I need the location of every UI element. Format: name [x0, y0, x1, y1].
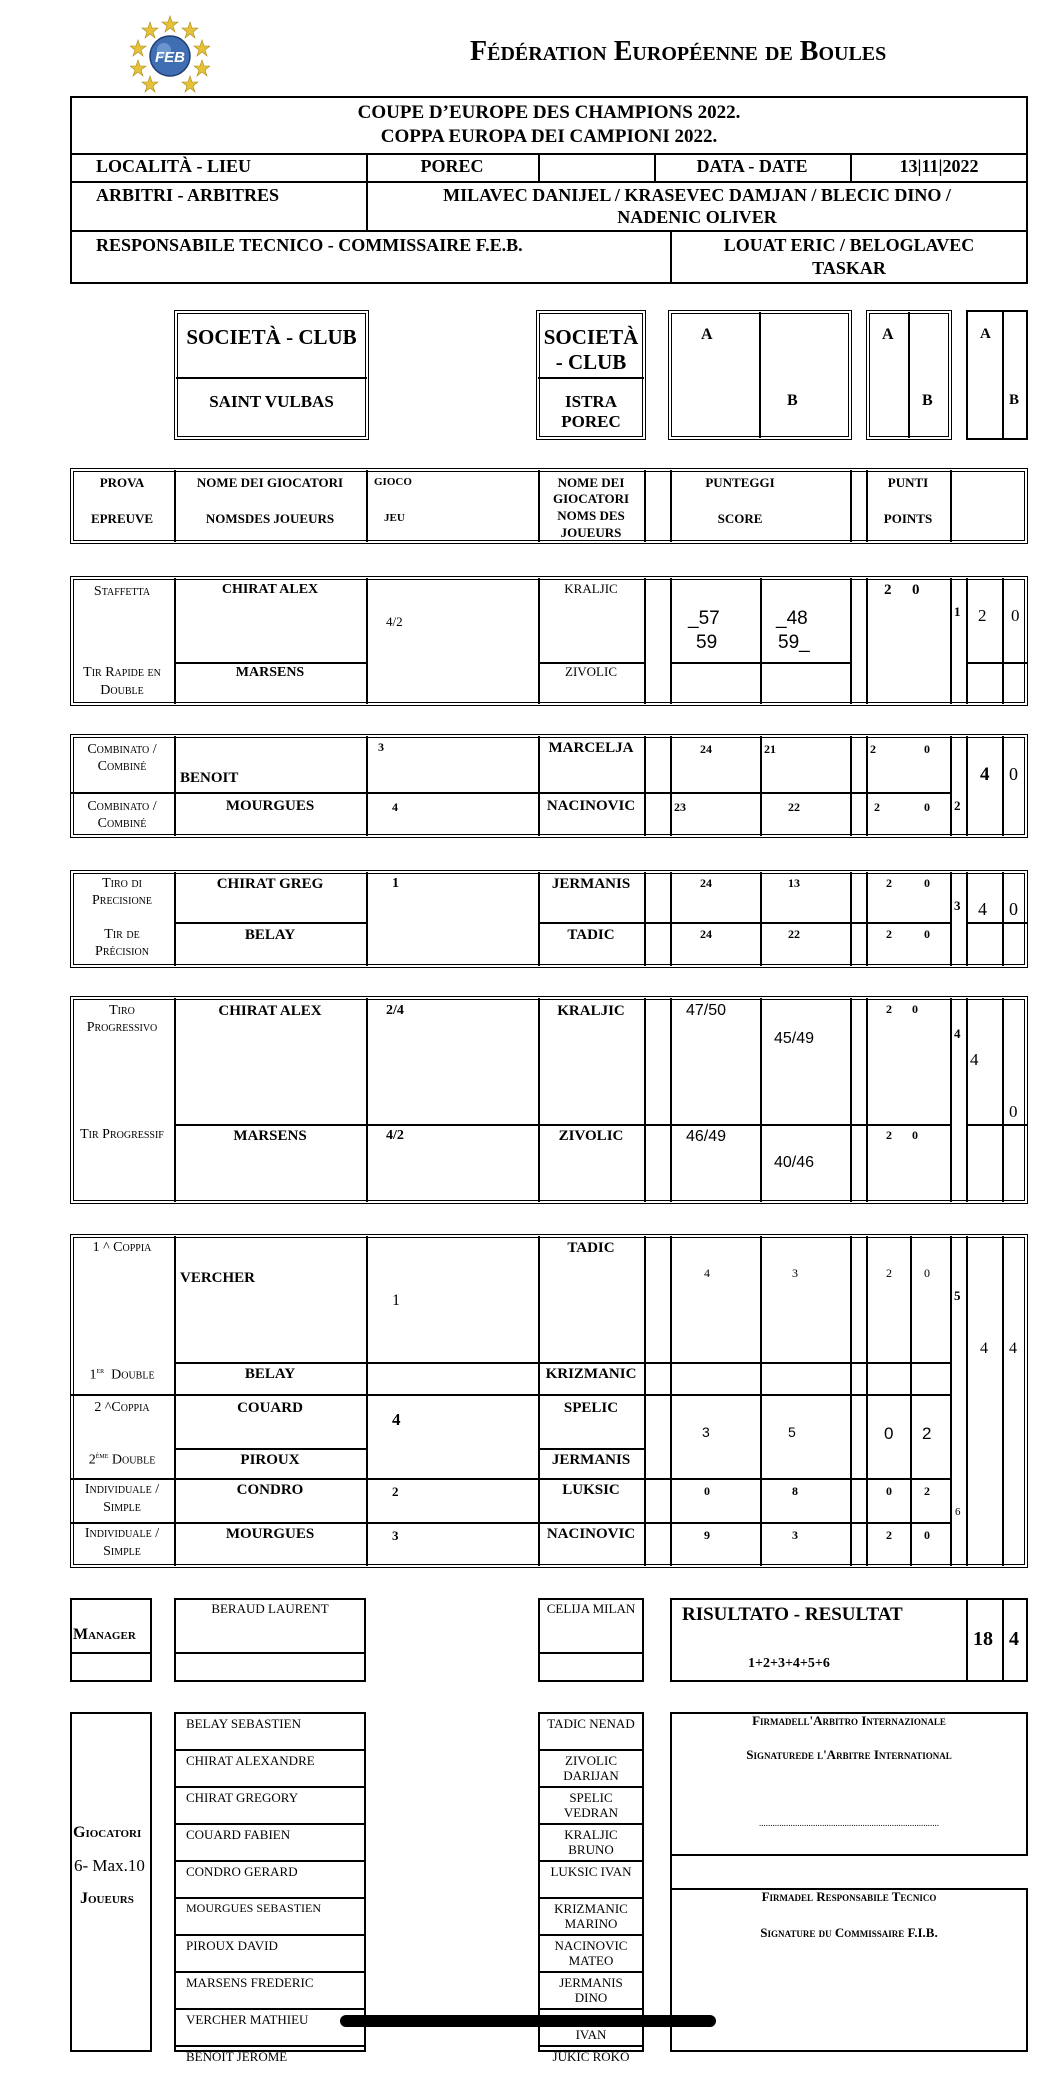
- club-a-name: SAINT VULBAS: [209, 392, 334, 411]
- s5-jeu-1: 1: [392, 1292, 400, 1309]
- players-label-box: [70, 1712, 152, 2052]
- feb-logo: [130, 14, 210, 94]
- s3-jeu: 1: [392, 876, 399, 891]
- player-a-row: CHIRAT GREGORY: [176, 1788, 364, 1825]
- s2-points-1b: 0: [924, 742, 930, 756]
- s5-player-a4: PIROUX: [240, 1452, 300, 1468]
- s5-jeu-2: 4: [392, 1410, 401, 1429]
- points-b-label: B: [922, 392, 933, 409]
- s3-points-2a: 2: [886, 927, 892, 941]
- s5-coppia2-label: 2 ^Coppia: [94, 1400, 150, 1415]
- s1-points-a: 2: [884, 582, 892, 598]
- logo-text: FEB: [155, 49, 185, 66]
- s3-prova-1b: Precisione: [91, 893, 152, 908]
- club-a-label: SOCIETÀ - CLUB: [186, 325, 357, 349]
- s5-indiv2-a: Individuale /: [84, 1526, 160, 1541]
- s5-score-1b: 3: [792, 1266, 798, 1280]
- s5-coppia1-double: [70, 1366, 174, 1384]
- s3-prova-2a: Tir de: [104, 927, 140, 942]
- s4-total-b: 0: [1009, 1102, 1018, 1121]
- s3-prova-1a: Tiro di: [102, 876, 142, 891]
- referees-line2: NADENIC OLIVER: [617, 207, 777, 227]
- s4-prova-2: Tir Progressif: [80, 1127, 164, 1142]
- s5-coppia2-word: Double: [111, 1452, 156, 1468]
- player-b-name-part: VEDRAN: [563, 1805, 619, 1820]
- player-b-name-part: SPELIC: [569, 1790, 613, 1805]
- players-label-1: Giocatori: [73, 1824, 142, 1841]
- player-b-name-part: DINO: [574, 1990, 608, 2005]
- col-score: SCORE: [717, 511, 763, 526]
- s5-total-a: 4: [980, 1340, 988, 1357]
- result-total-a: 18: [973, 1628, 993, 1650]
- player-b-name-part: LUKSIC IVAN: [550, 1864, 632, 1879]
- s5-player-b3: SPELIC: [563, 1400, 619, 1416]
- s5-player-b6: NACINOVIC: [546, 1526, 636, 1542]
- player-b-row: [540, 1936, 642, 1973]
- s3-total-b: 0: [1009, 899, 1018, 919]
- player-a-row: PIROUX DAVID: [176, 1936, 364, 1973]
- s5-score-1a: 4: [704, 1266, 710, 1280]
- s4-prova-1a: Tiro: [109, 1003, 135, 1018]
- s5-number-5: 5: [954, 1288, 961, 1303]
- s2-player-a2: MOURGUES: [225, 798, 315, 814]
- s5-player-b5: LUKSIC: [562, 1482, 620, 1498]
- tech-label: RESPONSABILE TECNICO - COMMISSAIRE F.E.B.: [96, 235, 523, 255]
- s5-coppia1-label: 1 ^ Coppia: [92, 1240, 152, 1255]
- s2-player-a1: BENOIT: [180, 770, 239, 786]
- player-b-row: [540, 1788, 642, 1825]
- s5-coppia2-double: [70, 1451, 174, 1469]
- score-a-label: A: [701, 326, 713, 343]
- col-noms: NOMSDES JOUEURS: [205, 511, 335, 526]
- s4-score-1a: 47/50: [686, 1002, 727, 1019]
- club-b-label2: - CLUB: [555, 350, 627, 374]
- col-nome-b4: JOUEURS: [560, 525, 622, 540]
- s5-player-a1: VERCHER: [180, 1270, 256, 1286]
- s4-player-a1: CHIRAT ALEX: [218, 1003, 322, 1019]
- player-b-row: [540, 1751, 642, 1788]
- player-b-name-part: BRUNO: [568, 1842, 614, 1857]
- s1-score-b2: 59_: [778, 632, 810, 653]
- cup-title-it: COPPA EUROPA DEI CAMPIONI 2022.: [380, 126, 718, 147]
- s3-score-2a: 24: [700, 927, 712, 941]
- club-b-name1: ISTRA: [565, 392, 617, 411]
- s5-points-1b: 0: [924, 1266, 930, 1280]
- s5-player-a5: CONDRO: [236, 1482, 304, 1498]
- s3-total-a: 4: [978, 899, 987, 919]
- col-jeu: JEU: [384, 512, 405, 524]
- s5-points-1a: 2: [886, 1266, 892, 1280]
- s3-prova-2b: Précision: [95, 944, 149, 959]
- s4-jeu-1: 2/4: [386, 1003, 404, 1018]
- player-b-row: [540, 1973, 642, 2010]
- points-a-label: A: [882, 326, 894, 343]
- s4-score-2b: 40/46: [774, 1154, 815, 1171]
- s5-score-2b: 5: [788, 1424, 796, 1440]
- s2-player-b2: NACINOVIC: [546, 798, 636, 814]
- s1-epreuve-1: Tir Rapide en: [83, 665, 161, 680]
- s5-jeu-4: 3: [392, 1528, 399, 1543]
- s5-points-2a: 0: [884, 1424, 894, 1443]
- s1-score-b1: _48: [776, 608, 808, 629]
- result-total-b: 4: [1009, 1628, 1019, 1650]
- col-gioco: GIOCO: [374, 476, 412, 488]
- player-b-name-part: JUKIC ROKO: [552, 2049, 630, 2064]
- s1-prova: Staffetta: [93, 584, 151, 599]
- s2-number: 2: [954, 798, 961, 813]
- signature-tech-fr: Signature du Commissaire F.I.B.: [760, 1925, 938, 1940]
- date-value: 13|11|2022: [899, 156, 979, 176]
- s5-points-3b: 2: [924, 1484, 930, 1498]
- s4-points-2b: 0: [912, 1128, 918, 1142]
- section-progressivo: [70, 996, 1028, 1204]
- players-label-2: 6- Max.10: [74, 1856, 145, 1875]
- s1-total-a: 2: [978, 606, 987, 625]
- s4-number: 4: [954, 1026, 961, 1041]
- player-a-row: VERCHER MATHIEU: [176, 2010, 364, 2047]
- s5-player-b4: JERMANIS: [551, 1452, 631, 1468]
- player-a-row: BELAY SEBASTIEN: [176, 1714, 364, 1751]
- s2-total-a: 4: [980, 764, 990, 785]
- col-nome-b3: NOMS DES: [557, 508, 625, 523]
- col-punteggi: PUNTEGGI: [705, 475, 775, 490]
- s5-score-4b: 3: [792, 1528, 798, 1542]
- player-a-row: BENOIT JEROME: [186, 2049, 288, 2064]
- total-b-label: B: [1009, 392, 1020, 408]
- s3-points-1a: 2: [886, 876, 892, 890]
- s1-total-b: 0: [1011, 606, 1020, 625]
- s5-player-b2: KRIZMANIC: [545, 1366, 637, 1382]
- player-b-name-part: TADIC NENAD: [547, 1716, 635, 1731]
- s3-player-b2: TADIC: [567, 927, 615, 943]
- s1-points-b: 0: [912, 582, 920, 598]
- s2-prova-1a: Combinato /: [87, 742, 157, 757]
- club-b-name2: POREC: [561, 412, 621, 431]
- s1-jeu: 4/2: [386, 614, 403, 629]
- s3-score-1b: 13: [788, 876, 800, 890]
- player-b-row: [540, 2047, 642, 2084]
- s5-total-b: 4: [1009, 1340, 1017, 1357]
- s1-score-a1: _57: [688, 608, 720, 629]
- s5-coppia2-sup: ème: [95, 1451, 109, 1460]
- col-points: POINTS: [883, 511, 933, 526]
- s5-indiv1-b: Simple: [103, 1500, 141, 1515]
- s5-coppia2-num: 2: [88, 1452, 96, 1468]
- s5-player-a3: COUARD: [237, 1400, 303, 1416]
- player-b-row: [540, 1862, 642, 1899]
- player-b-name-part: JERMANIS: [559, 1975, 623, 1990]
- s5-score-3b: 8: [792, 1484, 798, 1498]
- s5-points-3a: 0: [886, 1484, 892, 1498]
- s4-prova-1b: Progressivo: [86, 1020, 158, 1035]
- s5-coppia1-sup: er: [96, 1366, 105, 1375]
- s5-score-3a: 0: [704, 1484, 710, 1498]
- s1-player-b1: KRALJIC: [564, 581, 618, 596]
- s3-number: 3: [954, 898, 961, 913]
- players-b-list: [538, 1712, 644, 2064]
- s5-player-a6: MOURGUES: [225, 1526, 315, 1542]
- player-b-row: [540, 1899, 642, 1936]
- date-label: DATA - DATE: [696, 156, 808, 176]
- s5-coppia1-word: Double: [111, 1367, 155, 1383]
- s4-player-b1: KRALJIC: [557, 1003, 625, 1019]
- s2-total-b: 0: [1009, 764, 1018, 784]
- s3-points-1b: 0: [924, 876, 930, 890]
- manager-a: BERAUD LAURENT: [211, 1601, 329, 1616]
- result-label: RISULTATO - RESULTAT: [682, 1604, 903, 1625]
- manager-label: Manager: [73, 1626, 136, 1643]
- player-b-row: [540, 1714, 642, 1751]
- s2-score-1b: 21: [764, 742, 776, 756]
- col-nome-b1: NOME DEI: [557, 475, 625, 490]
- s5-coppia1-num: 1: [89, 1367, 97, 1383]
- signature-tech-it: Firmadel Responsabile Tecnico: [761, 1889, 937, 1904]
- s2-score-2a: 23: [674, 800, 686, 814]
- s1-player-b2: ZIVOLIC: [565, 664, 617, 679]
- signature-referee-box: [670, 1712, 1028, 1856]
- player-a-row: COUARD FABIEN: [176, 1825, 364, 1862]
- player-b-row: [540, 1825, 642, 1862]
- s3-score-1a: 24: [700, 876, 712, 890]
- s4-total-a: 4: [970, 1050, 979, 1069]
- player-b-name-part: MARINO: [564, 1916, 618, 1931]
- s3-player-a2: BELAY: [244, 927, 296, 943]
- s4-points-2a: 2: [886, 1128, 892, 1142]
- s5-points-4a: 2: [886, 1528, 892, 1542]
- s5-player-b1: TADIC: [567, 1240, 615, 1256]
- s5-number-6: 6: [955, 1506, 961, 1518]
- s5-score-4a: 9: [704, 1528, 710, 1542]
- signature-referee-fr: Signaturede l'Arbitre International: [746, 1747, 952, 1762]
- col-nome: NOME DEI GIOCATORI: [196, 475, 344, 490]
- col-punti: PUNTI: [887, 475, 929, 490]
- s4-player-b2: ZIVOLIC: [558, 1128, 624, 1144]
- players-a-list: [174, 1712, 366, 2064]
- player-a-row: CHIRAT ALEXANDRE: [176, 1751, 364, 1788]
- players-label-3: Joueurs: [80, 1890, 134, 1907]
- s4-score-1b: 45/49: [774, 1030, 815, 1047]
- player-a-row: CONDRO GERARD: [176, 1862, 364, 1899]
- federation-title: Fédération Européenne de Boules: [470, 36, 887, 67]
- place-label: LOCALITÀ - LIEU: [96, 156, 252, 176]
- manager-b: CELIJA MILAN: [546, 1601, 636, 1616]
- s4-points-1b: 0: [912, 1002, 918, 1016]
- referees-line1: MILAVEC DANIJEL / KRASEVEC DAMJAN / BLECIC DINO /: [443, 185, 951, 205]
- s1-player-a2: MARSENS: [235, 665, 305, 680]
- s2-points-2b: 0: [924, 800, 930, 814]
- cup-title-fr: COUPE D’EUROPE DES CHAMPIONS 2022.: [357, 102, 741, 123]
- col-nome-b2: GIOCATORI: [552, 491, 630, 506]
- signature-referee-line: ................................................................................: [759, 1818, 939, 1828]
- s5-indiv2-b: Simple: [103, 1544, 141, 1559]
- s1-player-a1: CHIRAT ALEX: [221, 582, 319, 597]
- club-b-label1: SOCIETÀ: [543, 325, 639, 349]
- s5-points-4b: 0: [924, 1528, 930, 1542]
- s2-score-2b: 22: [788, 800, 800, 814]
- s4-score-2a: 46/49: [686, 1128, 727, 1145]
- result-sum: 1+2+3+4+5+6: [748, 1656, 830, 1671]
- s1-score-a2: 59: [696, 632, 718, 653]
- player-a-row: MARSENS FREDERIC: [176, 1973, 364, 2010]
- s2-prova-2b: Combiné: [97, 816, 147, 831]
- s3-player-a1: CHIRAT GREG: [216, 876, 324, 892]
- signature-referee-it: Firmadell'Arbitro Internazionale: [752, 1713, 946, 1728]
- s5-points-2b: 2: [922, 1424, 932, 1443]
- player-a-row: MOURGUES SEBASTIEN: [176, 1899, 364, 1936]
- s4-jeu-2: 4/2: [386, 1128, 404, 1143]
- referees-label: ARBITRI - ARBITRES: [96, 185, 280, 205]
- s3-points-2b: 0: [924, 927, 930, 941]
- s2-points-2a: 2: [874, 800, 880, 814]
- s4-player-a2: MARSENS: [233, 1128, 307, 1144]
- player-b-name-part: ZIVOLIC: [565, 1753, 617, 1768]
- s2-jeu-2: 4: [392, 800, 398, 814]
- s1-number: 1: [954, 604, 961, 619]
- total-a-label: A: [980, 326, 991, 342]
- col-prova: PROVA: [99, 475, 145, 490]
- s2-prova-2a: Combinato /: [87, 799, 157, 814]
- col-epreuve: EPREUVE: [90, 511, 154, 526]
- player-b-name-part: MATEO: [568, 1953, 614, 1968]
- tech-line2: TASKAR: [812, 258, 886, 278]
- s2-points-1a: 2: [870, 742, 876, 756]
- s5-indiv1-a: Individuale /: [84, 1482, 160, 1497]
- player-b-name-part: NACINOVIC: [554, 1938, 628, 1953]
- s2-score-1a: 24: [700, 742, 712, 756]
- total-ab-box: [966, 310, 1028, 440]
- player-b-name-part: KRALJIC: [564, 1827, 618, 1842]
- s5-jeu-3: 2: [392, 1484, 399, 1499]
- s3-score-2b: 22: [788, 927, 800, 941]
- s2-player-b1: MARCELJA: [548, 740, 634, 756]
- s4-points-1a: 2: [886, 1002, 892, 1016]
- signature-tech-box: [670, 1888, 1028, 2052]
- s5-score-2a: 3: [702, 1424, 710, 1440]
- place-value: POREC: [420, 156, 484, 176]
- tech-line1: LOUAT ERIC / BELOGLAVEC: [723, 235, 975, 255]
- s2-prova-1b: Combiné: [97, 759, 147, 774]
- s1-epreuve-2: Double: [100, 683, 144, 698]
- s3-player-b1: JERMANIS: [551, 876, 631, 892]
- s5-player-a2: BELAY: [244, 1366, 296, 1382]
- score-b-label: B: [787, 392, 798, 409]
- s2-jeu-1: 3: [378, 740, 384, 754]
- home-indicator[interactable]: [340, 2015, 716, 2027]
- player-b-name-part: KRIZMANIC: [554, 1901, 628, 1916]
- player-b-name-part: IVAN: [575, 2027, 607, 2042]
- player-b-name-part: DARIJAN: [563, 1768, 619, 1783]
